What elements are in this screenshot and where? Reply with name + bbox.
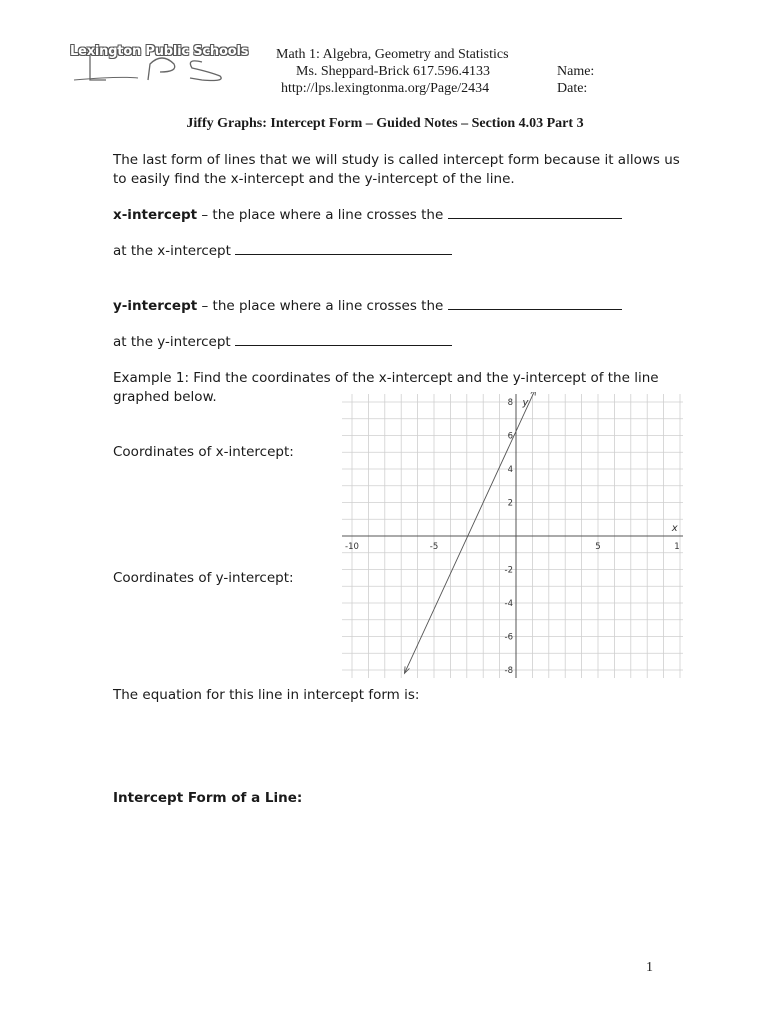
y-intercept-coordinates-label: Coordinates of y-intercept: [113,570,294,586]
y-tick-label: 8 [507,398,513,408]
x-intercept-definition [113,206,622,225]
intro-line-1: The last form of lines that we will study is called intercept form because it allows us [113,152,680,168]
y-tick-label: -8 [504,666,513,676]
y-tick-label: 4 [507,465,513,475]
page-number: 1 [646,960,653,975]
x-intercept-definition-text: – the place where a line crosses the [197,207,448,223]
equation-label: The equation for this line in intercept form is: [113,687,420,703]
intro-line-2: to easily find the x-intercept and the y-intercept of the line. [113,171,515,187]
teacher-contact: Ms. Sheppard-Brick 617.596.4133 [296,64,491,79]
y-intercept-crosses-blank[interactable] [448,297,622,310]
y-tick-label: 6 [507,431,513,442]
y-intercept-at-blank[interactable] [235,333,452,346]
name-label: Name: [557,64,595,79]
y-tick-label: -2 [504,565,513,576]
x-tick-label: 1 [674,542,680,552]
example-1-line-1: Example 1: Find the coordinates of the x-intercept and the y-intercept of the line [113,370,659,386]
intercept-form-heading: Intercept Form of a Line: [113,790,303,806]
y-intercept-at-line [113,333,452,352]
x-tick-label: 5 [595,542,601,552]
x-axis-label: x [671,523,678,534]
y-tick-label: 2 [507,498,513,509]
school-logo-text: Lexington Public Schools [70,44,249,59]
x-intercept-term: x-intercept [113,207,198,223]
school-logo-icon [70,50,240,84]
course-url: http://lps.lexingtonma.org/Page/2434 [281,81,490,96]
x-intercept-at-blank[interactable] [235,242,452,255]
date-label: Date: [557,81,588,96]
y-intercept-term: y-intercept [113,298,198,314]
y-intercept-at-label: at the y-intercept [113,334,235,350]
example-1-line-2: graphed below. [113,389,217,405]
x-intercept-coordinates-label: Coordinates of x-intercept: [113,444,294,460]
x-tick-label: -10 [345,542,359,552]
x-intercept-at-label: at the x-intercept [113,243,236,259]
course-title: Math 1: Algebra, Geometry and Statistics [276,47,509,62]
x-intercept-crosses-blank[interactable] [448,206,622,219]
page-title: Jiffy Graphs: Intercept Form – Guided Notes – Section 4.03 Part 3 [186,116,584,131]
coordinate-graph [340,392,685,680]
x-intercept-at-line [113,242,452,261]
y-intercept-definition [113,297,622,316]
y-tick-label: -6 [504,632,513,643]
x-tick-label: -5 [429,542,439,552]
y-intercept-definition-text: – the place where a line crosses the [197,298,448,314]
y-axis-label: y [522,397,529,409]
y-tick-label: -4 [504,599,513,609]
